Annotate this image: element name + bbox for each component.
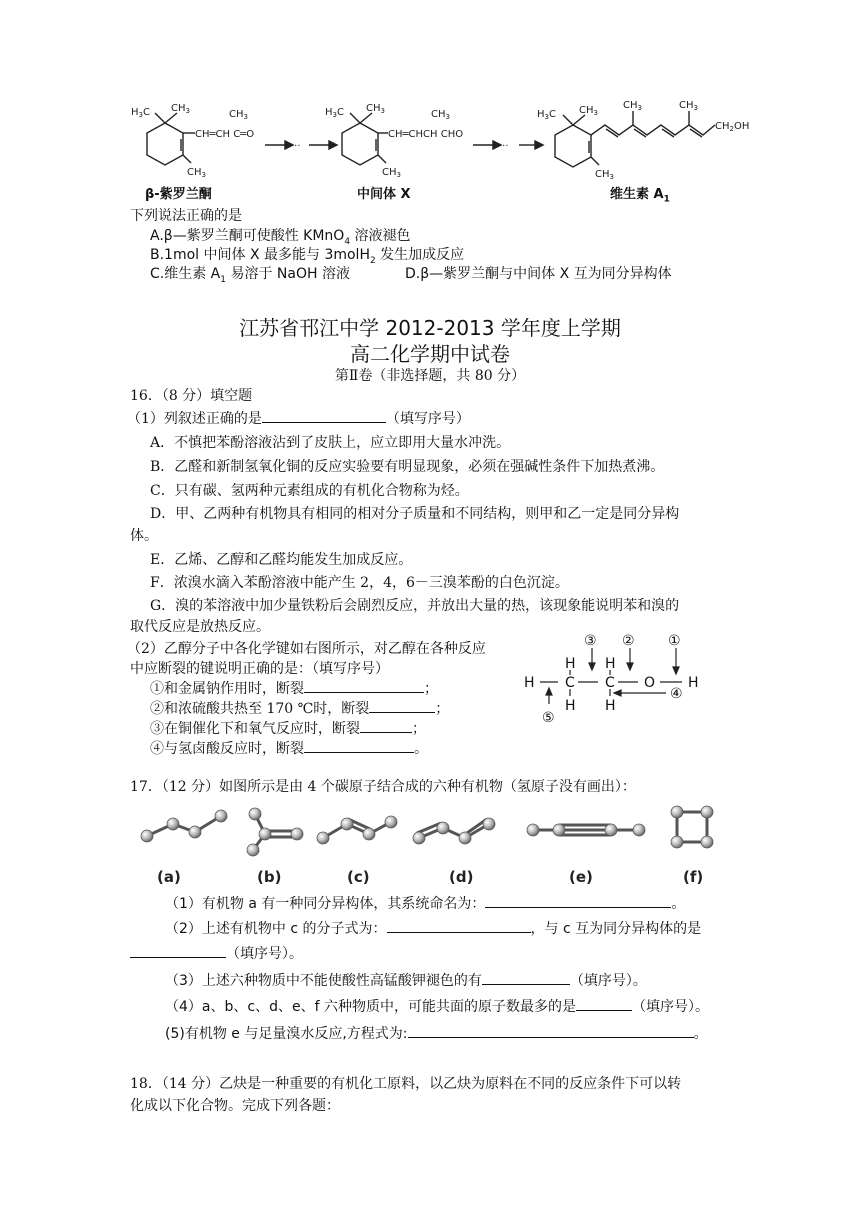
q16-option-g: G．溴的苯溶液中加少量铁粉后会剧烈反应，并放出大量的热，该现象能说明苯和溴的 bbox=[150, 598, 680, 614]
q16-option-d: D．甲、乙两种有机物具有相同的相对分子质量和不同结构，则甲和乙一定是同分异构 bbox=[150, 506, 680, 522]
model-label-c: (c) bbox=[347, 868, 370, 886]
q17-part3-blank[interactable] bbox=[482, 972, 570, 985]
ring2-ch3-bottom: $CH_3$ bbox=[382, 167, 401, 179]
ring2-chain: CH═CHCH CHO bbox=[388, 129, 464, 140]
ring2-h3c-text: $H_3C$ bbox=[325, 107, 344, 119]
ethanol-bond-1: ① bbox=[668, 633, 681, 649]
arrow2-dots: ··· bbox=[499, 141, 509, 152]
q18-line2: 化成以下化合物。完成下列各题： bbox=[130, 1098, 340, 1114]
q16-sub1: ①和金属钠作用时，断裂 ； bbox=[150, 681, 438, 697]
ring2-chain-ch3: $CH_3$ bbox=[431, 109, 450, 121]
q17-part1: （1）有机物 a 有一种同分异构体，其系统命名为： 。 bbox=[165, 896, 686, 912]
ring3-h3c-text: $H_3C$ bbox=[537, 109, 556, 121]
ethanol-h-c2-bottom: H bbox=[605, 698, 616, 714]
beta-ionone-label: β-紫罗兰酮 bbox=[145, 187, 212, 202]
q15-option-a: A.β—紫罗兰酮可使酸性 KMnO$_4$ 溶液褪色 bbox=[150, 228, 411, 247]
q17-part5-blank[interactable] bbox=[408, 1025, 694, 1038]
ring1-chain: CH═CH C═O bbox=[195, 129, 255, 140]
q17-part5: (5)有机物 e 与足量溴水反应,方程式为: 。 bbox=[165, 1026, 708, 1042]
q16-head: 16．（8 分）填空题 bbox=[130, 388, 253, 404]
model-label-b: (b) bbox=[257, 868, 282, 886]
intermediate-x-label: 中间体 X bbox=[357, 187, 411, 202]
ring1-ch3-bottom: $CH_3$ bbox=[187, 167, 206, 179]
ethanol-bond-3: ③ bbox=[584, 633, 597, 649]
model-label-f: (f) bbox=[683, 868, 704, 886]
q15-option-c: C.维生素 $A_1$ 易溶于 NaOH 溶液 bbox=[150, 266, 350, 285]
q16-sub4: ④与氢卤酸反应时，断裂 。 bbox=[150, 741, 428, 757]
q17-part2-blank2[interactable] bbox=[130, 945, 226, 958]
q17-part4: （4）a、b、c、d、e、f 六种物质中，可能共面的原子数最多的是 （填序号）。 bbox=[165, 999, 709, 1015]
ethanol-c1: C bbox=[565, 675, 575, 691]
ring1-chain-ch3: $CH_3$ bbox=[229, 109, 248, 121]
q17-molecule-models bbox=[135, 800, 725, 890]
ring3-ch3-top: $CH_3$ bbox=[579, 105, 598, 117]
q16-sub4-blank[interactable] bbox=[304, 740, 414, 753]
model-label-e: (e) bbox=[569, 868, 593, 886]
q16-part2-line2: 中应断裂的键说明正确的是：（填写序号） bbox=[130, 661, 389, 677]
q16-option-b: B．乙醛和新制氢氧化铜的反应实验要有明显现象，必须在强碱性条件下加热煮沸。 bbox=[150, 459, 665, 475]
q16-sub3: ③在铜催化下和氧气反应时，断裂 ； bbox=[150, 721, 426, 737]
ring3-ch3-mid1: $CH_3$ bbox=[623, 100, 642, 112]
q15-option-d: D.β—紫罗兰酮与中间体 X 互为同分异构体 bbox=[405, 266, 672, 282]
ethanol-c2: C bbox=[605, 675, 615, 691]
model-label-d: (d) bbox=[449, 868, 474, 886]
model-label-a: (a) bbox=[157, 868, 181, 886]
exam-title-line1: 江苏省邗江中学 2012-2013 学年度上学期 bbox=[239, 316, 621, 340]
exam-part-label: 第Ⅱ卷（非选择题，共 80 分） bbox=[334, 368, 526, 384]
q16-sub2-blank[interactable] bbox=[369, 700, 435, 713]
q16-part2-line1: （2）乙醇分子中各化学键如右图所示，对乙醇在各种反应 bbox=[127, 641, 486, 657]
exam-title-line2: 高二化学期中试卷 bbox=[350, 342, 510, 366]
ring3-ch3-mid2: $CH_3$ bbox=[679, 100, 698, 112]
vitamin-a1-label: 维生素 $A_1$ bbox=[610, 187, 670, 205]
q17-part4-blank[interactable] bbox=[576, 998, 632, 1011]
ring3-ch2oh: $CH_2OH$ bbox=[715, 121, 750, 133]
ethanol-bond-5: ⑤ bbox=[542, 710, 555, 726]
q16-option-c: C．只有碳、氢两种元素组成的有机化合物称为烃。 bbox=[150, 483, 469, 499]
q16-sub1-blank[interactable] bbox=[304, 680, 424, 693]
q15-stem: 下列说法正确的是 bbox=[130, 208, 242, 224]
ethanol-bond-4: ④ bbox=[670, 686, 683, 702]
q17-part2-cont: （填序号）。 bbox=[130, 945, 303, 963]
q16-sub3-blank[interactable] bbox=[360, 720, 412, 733]
ethanol-bond-diagram bbox=[520, 630, 720, 740]
q17-part2-blank1[interactable] bbox=[387, 920, 531, 933]
q16-option-g-cont: 取代反应是放热反应。 bbox=[130, 619, 270, 635]
q16-option-a: A．不慎把苯酚溶液沾到了皮肤上，应立即用大量水冲洗。 bbox=[150, 435, 511, 451]
ethanol-h-c2-top: H bbox=[605, 656, 616, 672]
ethanol-bond-2: ② bbox=[622, 633, 635, 649]
q15-structures bbox=[125, 95, 765, 207]
q16-part1-blank[interactable] bbox=[262, 410, 386, 423]
q16-option-f: F．浓溴水滴入苯酚溶液中能产生 2，4，6－三溴苯酚的白色沉淀。 bbox=[150, 575, 569, 591]
ethanol-h-left: H bbox=[524, 675, 535, 691]
ethanol-h-right: H bbox=[688, 675, 699, 691]
ring2-ch3-top: $CH_3$ bbox=[366, 103, 385, 115]
ring1-h3c-text: $H_3C$ bbox=[131, 107, 150, 119]
q16-part1: （1）列叙述正确的是 （填写序号） bbox=[127, 411, 470, 427]
arrow1-dots: ··· bbox=[291, 141, 301, 152]
q17-head: 17．（12 分）如图所示是由 4 个碳原子结合成的六种有机物（氢原子没有画出）： bbox=[130, 779, 636, 795]
ring1-ch3-top: $CH_3$ bbox=[171, 103, 190, 115]
ethanol-h-c1-top: H bbox=[565, 656, 576, 672]
q18-line1: 18．（14 分）乙炔是一种重要的有机化工原料，以乙炔为原料在不同的反应条件下可以转 bbox=[130, 1076, 682, 1092]
q17-part2: （2）上述有机物中 c 的分子式为： ，与 c 互为同分异构体的是 bbox=[165, 921, 702, 937]
ethanol-o: O bbox=[644, 675, 656, 691]
ethanol-h-c1-bottom: H bbox=[565, 698, 576, 714]
q16-option-d-cont: 体。 bbox=[130, 528, 158, 544]
q17-part3: （3）上述六种物质中不能使酸性高锰酸钾褪色的有 （填序号）。 bbox=[165, 973, 647, 989]
q16-option-e: E．乙烯、乙醇和乙醛均能发生加成反应。 bbox=[150, 552, 413, 568]
ring3-ch3-bottom: $CH_3$ bbox=[595, 169, 614, 181]
q16-sub2: ②和浓硫酸共热至 170 ℃时，断裂 ； bbox=[150, 701, 450, 717]
q17-part1-blank[interactable] bbox=[485, 895, 671, 908]
q15-option-b: B.1mol 中间体 X 最多能与 3molH$_2$ 发生加成反应 bbox=[150, 247, 465, 266]
